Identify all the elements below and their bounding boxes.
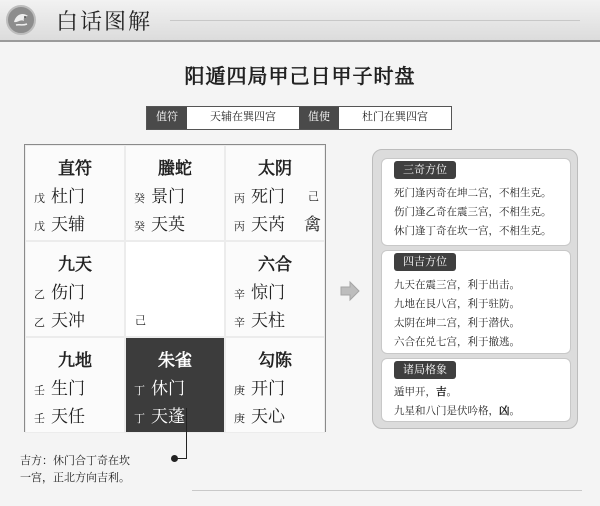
palace-god: 朱雀 <box>158 351 192 371</box>
door: 杜门 <box>51 187 85 207</box>
door: 死门 <box>251 187 285 207</box>
door: 伤门 <box>51 283 85 303</box>
star: 天芮 <box>251 215 285 235</box>
geju-text: 九星和八门是伏吟格， <box>394 405 499 417</box>
stem: 戊 <box>34 192 45 205</box>
zhishi-value: 杜门在巽四宫 <box>339 107 451 129</box>
sijiji-line: 九地在艮八宫，利于驻防。 <box>394 298 520 310</box>
palace-star-row <box>234 402 285 427</box>
palace-center-5 <box>125 241 225 337</box>
palace-god: 九天 <box>58 255 92 275</box>
palace-door-row <box>34 182 85 207</box>
stem: 丙 <box>234 220 245 233</box>
palace-xun-4 <box>25 145 125 241</box>
header-rule <box>170 20 580 21</box>
palace-god: 螣蛇 <box>158 159 192 179</box>
auspicious-note <box>20 452 190 486</box>
sijiji-title: 四吉方位 <box>394 253 456 271</box>
stem: 丁 <box>134 412 145 425</box>
geju-text: 。 <box>509 405 520 417</box>
sanqi-line: 伤门逢乙奇在震三宫，不相生克。 <box>394 206 552 218</box>
door: 惊门 <box>251 283 285 303</box>
sijiji-box <box>381 250 571 354</box>
geju-text: 遁甲开， <box>394 386 436 398</box>
palace-door-row <box>234 182 285 207</box>
palace-qian-6 <box>225 337 325 433</box>
door: 生门 <box>51 379 85 399</box>
stem: 丙 <box>234 192 245 205</box>
sanqi-line: 休门逢丁奇在坎一宫，不相生克。 <box>394 225 552 237</box>
palace-star-row <box>134 402 185 427</box>
stem: 乙 <box>34 288 45 301</box>
analysis-panel <box>372 149 578 429</box>
chart-title: 阳遁四局甲己日甲子时盘 <box>184 64 416 88</box>
palace-star-row <box>34 306 85 331</box>
stem: 乙 <box>34 316 45 329</box>
palace-god: 勾陈 <box>258 351 292 371</box>
palace-door-row <box>34 374 85 399</box>
palace-god: 太阴 <box>258 159 292 179</box>
palace-star-row <box>34 210 85 235</box>
palace-star-row <box>234 210 285 235</box>
geju-verdict: 吉 <box>436 386 447 398</box>
stem: 壬 <box>34 384 45 397</box>
star: 天英 <box>151 215 185 235</box>
stem: 丁 <box>134 384 145 397</box>
star: 天任 <box>51 407 85 427</box>
sijiji-line: 六合在兑七宫，利于撤逃。 <box>394 336 520 348</box>
star: 天蓬 <box>151 407 185 427</box>
geju-line-2 <box>394 403 520 418</box>
duty-info-bar <box>146 106 452 130</box>
header-title: 白话图解 <box>56 10 153 35</box>
palace-door-row <box>134 182 185 207</box>
stem: 辛 <box>234 288 245 301</box>
palace-door-row <box>34 278 85 303</box>
stem: 壬 <box>34 412 45 425</box>
geju-box <box>381 358 571 422</box>
geju-line-1 <box>394 384 457 399</box>
palace-star-row <box>134 210 185 235</box>
zhishi-label: 值使 <box>299 107 339 129</box>
star: 天心 <box>251 407 285 427</box>
palace-star-row <box>234 306 285 331</box>
extra-stem: 己 <box>308 190 319 203</box>
sanqi-title: 三奇方位 <box>394 161 456 179</box>
sanqi-box <box>381 158 571 246</box>
palace-kan-1 <box>125 337 225 433</box>
sijiji-line: 太阴在坤二宫，利于潜伏。 <box>394 317 520 329</box>
palace-dui-7 <box>225 241 325 337</box>
note-line: 一宫，正北方向吉利。 <box>20 471 130 484</box>
palace-gen-8 <box>25 337 125 433</box>
stem: 癸 <box>134 220 145 233</box>
geju-verdict: 凶 <box>499 405 510 417</box>
stem: 庚 <box>234 384 245 397</box>
bottom-rule <box>192 490 582 491</box>
qimen-grid <box>24 144 326 432</box>
stem: 辛 <box>234 316 245 329</box>
star: 天冲 <box>51 311 85 331</box>
stem: 庚 <box>234 412 245 425</box>
door: 休门 <box>151 379 185 399</box>
sanqi-line: 死门逢丙奇在坤二宫，不相生克。 <box>394 187 552 199</box>
door: 景门 <box>151 187 185 207</box>
stem: 癸 <box>134 192 145 205</box>
star: 天柱 <box>251 311 285 331</box>
palace-zhen-3 <box>25 241 125 337</box>
zhifu-value: 天辅在巽四宫 <box>187 107 299 129</box>
star: 天辅 <box>51 215 85 235</box>
header-bar <box>0 0 600 42</box>
palace-kun-2 <box>225 145 325 241</box>
palace-star-row <box>34 402 85 427</box>
palace-god: 直符 <box>58 159 92 179</box>
door: 开门 <box>251 379 285 399</box>
extra-star: 禽 <box>304 215 321 235</box>
sijiji-line: 九天在震三宫，利于出击。 <box>394 279 520 291</box>
geju-text: 。 <box>446 386 457 398</box>
center-stem: 己 <box>135 314 146 327</box>
palace-door-row <box>134 374 185 399</box>
palace-door-row <box>234 278 285 303</box>
palace-li-9 <box>125 145 225 241</box>
note-line: 吉方：休门合丁奇在坎 <box>20 454 130 467</box>
arrow-right-icon <box>339 280 361 306</box>
zhifu-label: 值符 <box>147 107 187 129</box>
dragon-emblem-icon <box>6 5 36 35</box>
stem: 戊 <box>34 220 45 233</box>
palace-god: 九地 <box>58 351 92 371</box>
palace-door-row <box>234 374 285 399</box>
palace-god: 六合 <box>258 255 292 275</box>
geju-title: 诸局格象 <box>394 361 456 379</box>
